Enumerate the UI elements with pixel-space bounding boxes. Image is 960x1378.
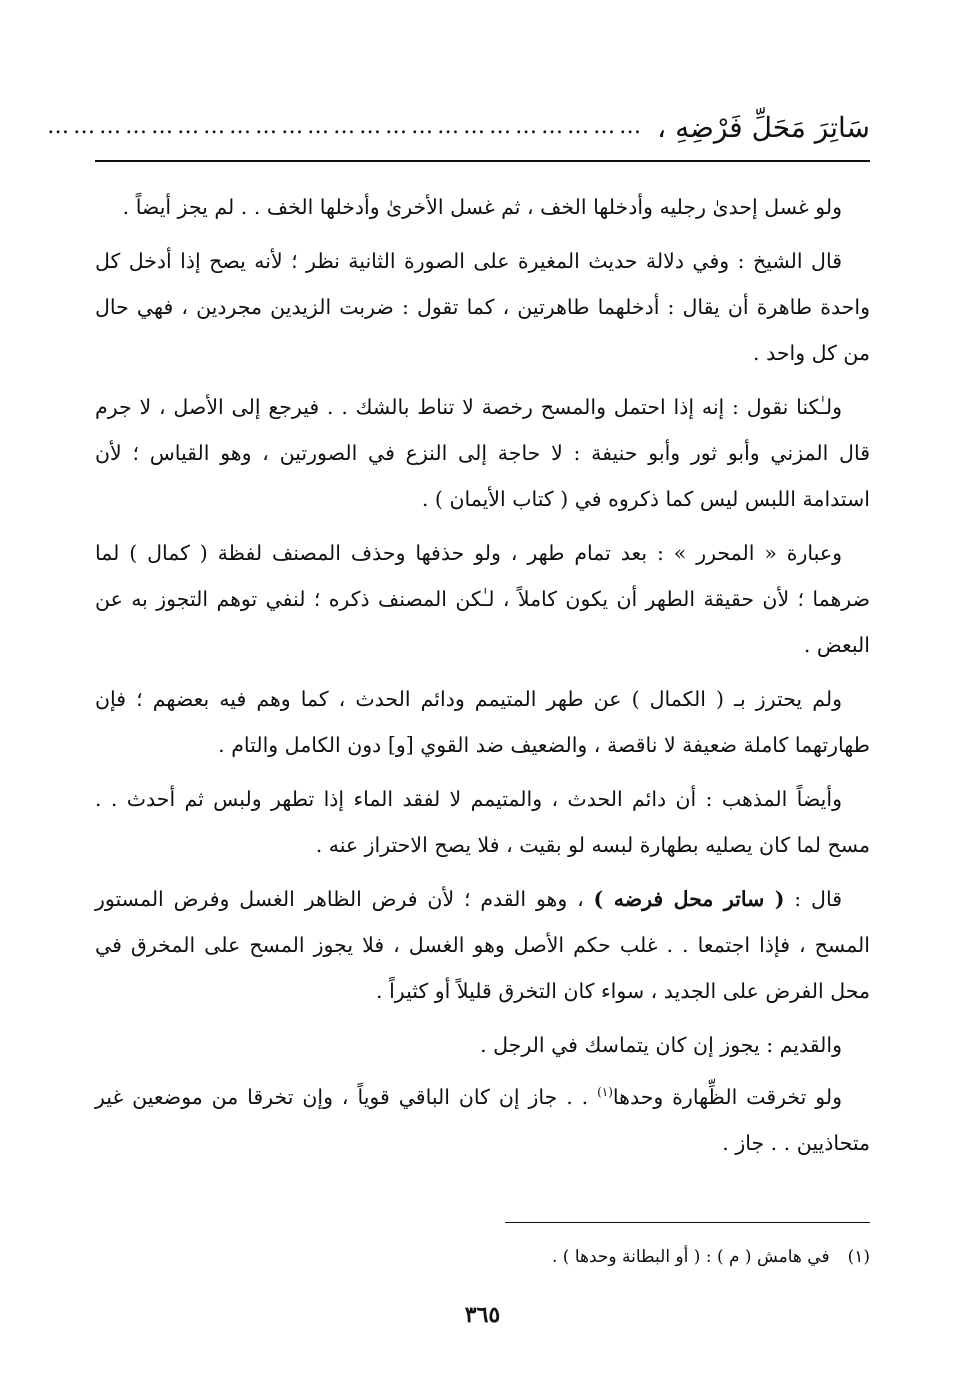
paragraph-1: ولو غسل إحدىٰ رجليه وأدخلها الخف ، ثم غسل الأخرىٰ وأدخلها الخف . . لم يجز أيضاً . [122, 195, 842, 219]
paragraph-7 [95, 876, 870, 1014]
paragraph-9-before: ولو تخرقت الظِّهارة وحدها [612, 1085, 843, 1109]
footnote-text: في هامش ( م ) : ( أو البطانة وحدها ) . [552, 1247, 830, 1267]
paragraph-9-after: . . جاز إن كان الباقي قوياً ، وإن تخرقا من موضعين غير متحاذيين . . جاز . [95, 1085, 870, 1155]
paragraph-2: قال الشيخ : وفي دلالة حديث المغيرة على الصورة الثانية نظر ؛ لأنه يصح إذا أدخل كل واحدة طاهرة أن يقال : أدخلهما طاهرتين ، كما تقول : ضربت الزيدين مجردين ، فهي حال من كل واحد . [95, 249, 870, 365]
footnote-marker: (١) [597, 1085, 613, 1100]
dot-leader: …………………………………………………………… [47, 114, 646, 139]
header-rule [95, 160, 870, 162]
paragraph-4: وعبارة « المحرر » : بعد تمام طهر ، ولو حذفها وحذف المصنف لفظة ( كمال ) لما ضرهما ؛ لأن حقيقة الطهر أن يكون كاملاً ، لـٰكن المصنف ذكره ؛ لنفي توهم التجوز به عن البعض . [95, 541, 870, 657]
matn-quote: ( ساتر محل فرضه ) [593, 887, 785, 911]
footnote [95, 1242, 870, 1272]
paragraph-7-lead: قال : [784, 887, 842, 911]
running-header [47, 98, 870, 148]
paragraph-6: وأيضاً المذهب : أن دائم الحدث ، والمتيمم لا لفقد الماء إذا تطهر ولبس ثم أحدث . . مسح لما كان يصليه بطهارة لبسه لو بقيت ، فلا يصح الاحتراز عنه . [95, 787, 870, 857]
footnote-rule [505, 1222, 870, 1223]
paragraph-3: ولـٰكنا نقول : إنه إذا احتمل والمسح رخصة لا تناط بالشك . . فيرجع إلى الأصل ، لا جرم قال المزني وأبو ثور وأبو حنيفة : لا حاجة إلى النزع في الصورتين ، وهو القياس ؛ لأن استدامة اللبس ليس كما ذكروه في ( كتاب الأيمان ) . [95, 395, 870, 511]
book-page [47, 0, 870, 1378]
paragraph-7-rest: ، وهو القدم ؛ لأن فرض الظاهر الغسل وفرض المستور المسح ، فإذا اجتمعا . . غلب حكم الأصل وهو الغسل ، فلا يجوز المسح على المخرق في محل الفرض على الجديد ، سواء كان التخرق قليلاً أو كثيراً . [95, 887, 870, 1003]
page-number: ٣٦٥ [464, 1302, 501, 1328]
paragraph-9 [95, 1074, 870, 1166]
paragraph-8: والقديم : يجوز إن كان يتماسك في الرجل . [480, 1033, 842, 1057]
paragraph-5: ولم يحترز بـ ( الكمال ) عن طهر المتيمم ودائم الحدث ، كما وهم فيه بعضهم ؛ فإن طهارتهما كاملة ضعيفة لا ناقصة ، والضعيف ضد القوي [و] دون الكامل والتام . [95, 687, 870, 757]
running-header-title: سَاتِرَ مَحَلِّ فَرْضِهِ ، [657, 111, 870, 144]
footnote-number: (١) [847, 1247, 870, 1267]
main-text [95, 184, 870, 1174]
